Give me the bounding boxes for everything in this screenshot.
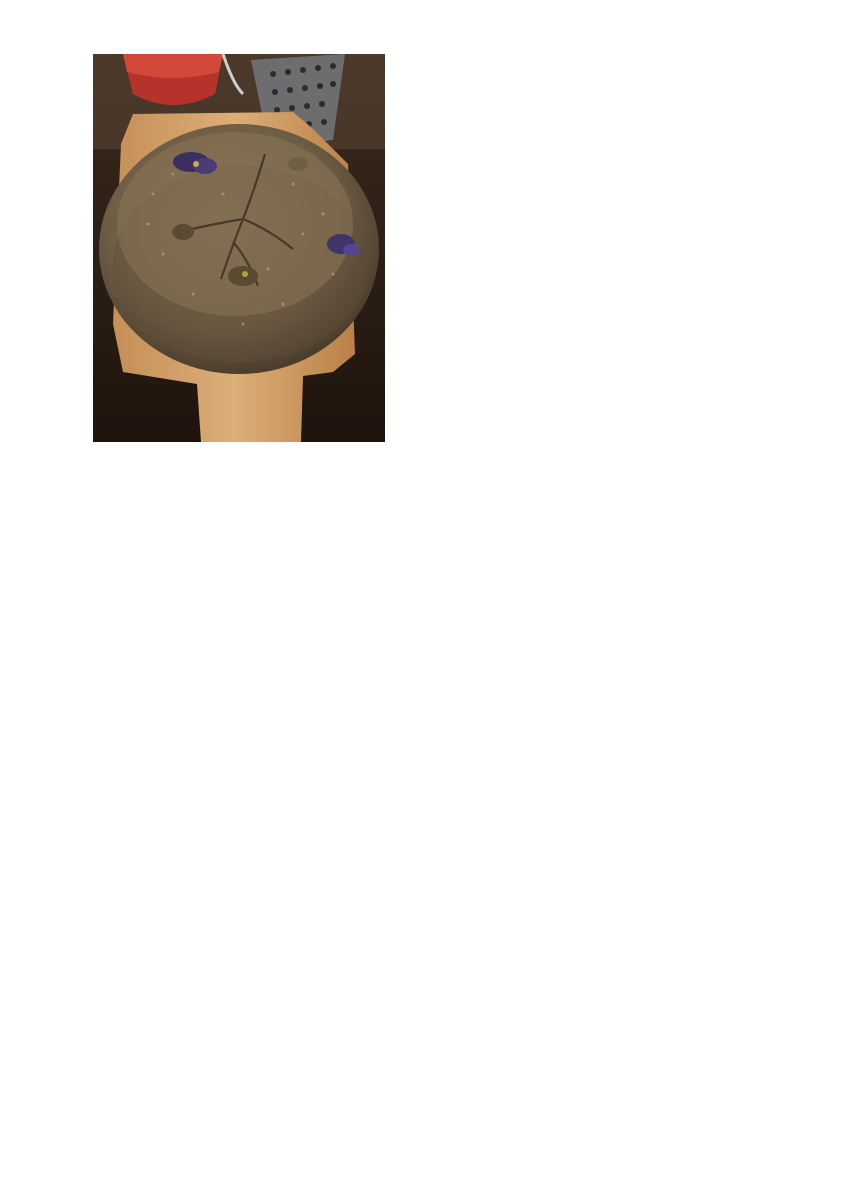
bread-photo <box>93 54 385 442</box>
recipe-subtitle <box>93 459 793 476</box>
final-heading <box>93 494 793 511</box>
document-page <box>93 52 793 512</box>
